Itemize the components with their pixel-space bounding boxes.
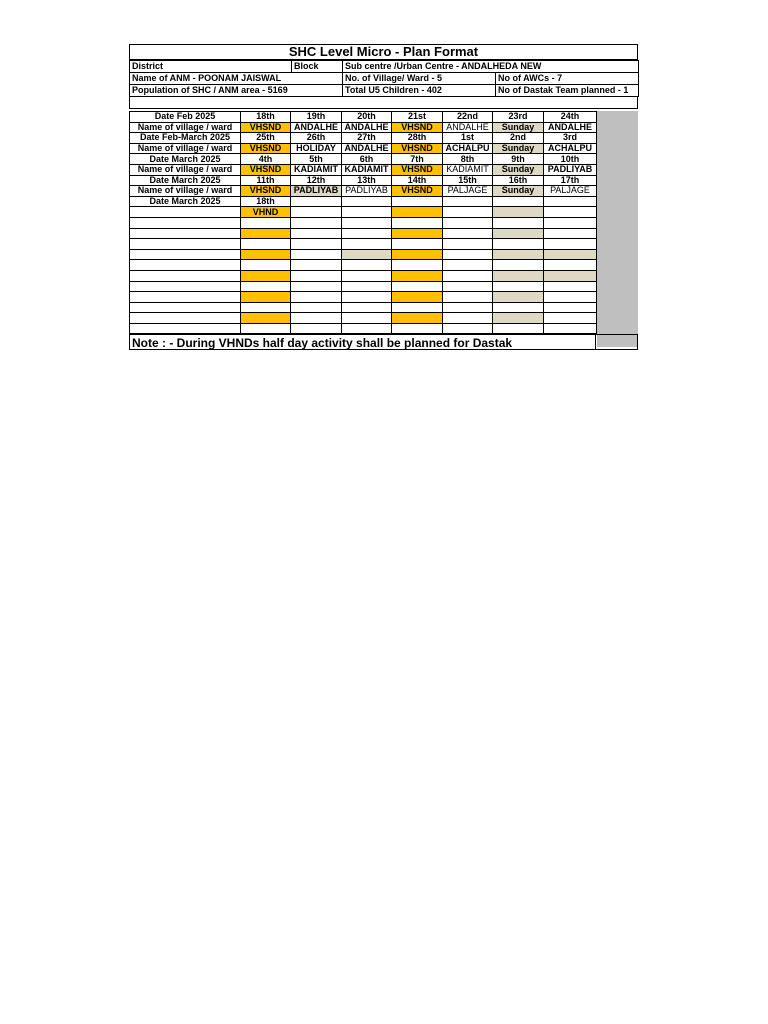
schedule-cell: ANDALHE [342, 143, 392, 154]
schedule-cell [493, 249, 544, 260]
schedule-cell [443, 249, 493, 260]
row-label-cell: Date Feb-March 2025 [130, 133, 241, 144]
schedule-cell [291, 207, 342, 218]
date-header-cell: 22nd [443, 112, 493, 123]
schedule-cell: PALJAGE [443, 186, 493, 197]
date-header-cell: 20th [342, 112, 392, 123]
schedule-cell: Sunday [493, 143, 544, 154]
schedule-cell: 26th [291, 133, 342, 144]
schedule-cell: ANDALHE [291, 122, 342, 133]
schedule-cell [241, 249, 291, 260]
district-cell: District [130, 61, 292, 73]
schedule-cell [291, 292, 342, 303]
schedule-cell: KADIAMIT [291, 164, 342, 175]
schedule-row [130, 281, 597, 292]
schedule-cell [342, 281, 392, 292]
schedule-cell [493, 196, 544, 207]
schedule-cell: VHSND [392, 143, 443, 154]
schedule-cell [544, 196, 597, 207]
schedule-cell: 3rd [544, 133, 597, 144]
schedule-cell [392, 302, 443, 313]
schedule-cell: 2nd [493, 133, 544, 144]
schedule-cell: PADLIYAB [291, 186, 342, 197]
schedule-cell: 16th [493, 175, 544, 186]
schedule-cell [241, 228, 291, 239]
row-label-cell [130, 217, 241, 228]
schedule-cell: PADLIYAB [342, 186, 392, 197]
population-cell: Population of SHC / ANM area - 5169 [130, 85, 343, 97]
anm-name-cell: Name of ANM - POONAM JAISWAL [130, 73, 343, 85]
children-cell: Total U5 Children - 402 [343, 85, 496, 97]
schedule-cell [291, 260, 342, 271]
schedule-cell [392, 313, 443, 324]
schedule-cell [544, 239, 597, 250]
schedule-cell: 4th [241, 154, 291, 165]
schedule-cell [342, 196, 392, 207]
schedule-cell [443, 217, 493, 228]
schedule-cell [392, 207, 443, 218]
schedule-row [130, 239, 597, 250]
schedule-cell [443, 196, 493, 207]
schedule-cell [392, 323, 443, 334]
schedule-cell [443, 260, 493, 271]
row-label-cell [130, 270, 241, 281]
schedule-row [130, 164, 597, 175]
schedule-cell [443, 228, 493, 239]
sheet-title: SHC Level Micro - Plan Format [129, 44, 638, 60]
row-label-cell [130, 239, 241, 250]
schedule-cell [392, 281, 443, 292]
schedule-cell [544, 228, 597, 239]
schedule-cell: ANDALHE [342, 122, 392, 133]
schedule-cell [493, 228, 544, 239]
schedule-cell [342, 239, 392, 250]
schedule-cell: KADIAMIT [443, 164, 493, 175]
schedule-cell [443, 239, 493, 250]
schedule-cell: VHND [241, 207, 291, 218]
schedule-cell: ACHALPU [544, 143, 597, 154]
schedule-cell: 25th [241, 133, 291, 144]
schedule-cell: 17th [544, 175, 597, 186]
row-label-cell: Date March 2025 [130, 154, 241, 165]
schedule-cell [291, 239, 342, 250]
schedule-cell [342, 260, 392, 271]
schedule-row [130, 122, 597, 133]
schedule-cell [544, 323, 597, 334]
schedule-cell [443, 292, 493, 303]
schedule-cell: 28th [392, 133, 443, 144]
date-header-cell: 24th [544, 112, 597, 123]
schedule-grid [129, 111, 638, 334]
plan-sheet [129, 44, 638, 350]
schedule-row [130, 302, 597, 313]
schedule-cell: ANDALHE [544, 122, 597, 133]
schedule-cell [342, 323, 392, 334]
schedule-cell [392, 292, 443, 303]
row-label-cell: Name of village / ward [130, 122, 241, 133]
dastak-teams-cell: No of Dastak Team planned - 1 [496, 85, 639, 97]
schedule-cell [241, 292, 291, 303]
schedule-cell: VHSND [241, 122, 291, 133]
schedule-row [130, 323, 597, 334]
grey-side-panel [597, 111, 638, 347]
schedule-row [130, 175, 597, 186]
schedule-cell [241, 260, 291, 271]
blank-spacer-row [129, 97, 638, 109]
schedule-cell [291, 196, 342, 207]
schedule-cell [342, 270, 392, 281]
schedule-cell [342, 292, 392, 303]
schedule-row [130, 196, 597, 207]
schedule-cell: 10th [544, 154, 597, 165]
schedule-row [130, 143, 597, 154]
date-header-cell: 23rd [493, 112, 544, 123]
schedule-cell [342, 302, 392, 313]
schedule-cell [443, 313, 493, 324]
schedule-table [129, 111, 597, 334]
row-label-cell [130, 281, 241, 292]
schedule-cell: 6th [342, 154, 392, 165]
schedule-cell [544, 270, 597, 281]
schedule-cell [544, 249, 597, 260]
schedule-cell: VHSND [241, 143, 291, 154]
schedule-cell [241, 281, 291, 292]
schedule-cell [291, 217, 342, 228]
dastak-note [129, 334, 638, 350]
schedule-row [130, 217, 597, 228]
schedule-cell [291, 270, 342, 281]
schedule-cell [392, 239, 443, 250]
schedule-cell: 27th [342, 133, 392, 144]
row-label-cell [130, 302, 241, 313]
schedule-cell [392, 270, 443, 281]
schedule-cell [241, 239, 291, 250]
row-label-cell [130, 260, 241, 271]
schedule-cell [443, 281, 493, 292]
row-label-cell [130, 292, 241, 303]
schedule-cell [544, 313, 597, 324]
sub-centre-cell: Sub centre /Urban Centre - ANDALHEDA NEW [343, 61, 639, 73]
schedule-cell [493, 313, 544, 324]
schedule-cell: 14th [392, 175, 443, 186]
row-label-cell: Date Feb 2025 [130, 112, 241, 123]
schedule-cell: 1st [443, 133, 493, 144]
schedule-cell [342, 217, 392, 228]
schedule-cell [493, 217, 544, 228]
schedule-cell [392, 228, 443, 239]
schedule-cell: VHSND [241, 164, 291, 175]
row-label-cell: Date March 2025 [130, 175, 241, 186]
date-header-cell: 21st [392, 112, 443, 123]
schedule-cell [493, 207, 544, 218]
schedule-cell: Sunday [493, 122, 544, 133]
schedule-row [130, 207, 597, 218]
schedule-cell: VHSND [241, 186, 291, 197]
schedule-cell [241, 302, 291, 313]
schedule-cell [291, 323, 342, 334]
schedule-cell [493, 260, 544, 271]
row-label-cell [130, 313, 241, 324]
schedule-cell [291, 281, 342, 292]
schedule-cell: 11th [241, 175, 291, 186]
schedule-cell [443, 207, 493, 218]
schedule-row [130, 133, 597, 144]
schedule-cell [493, 323, 544, 334]
schedule-cell [342, 249, 392, 260]
schedule-cell: VHSND [392, 164, 443, 175]
schedule-cell: Sunday [493, 164, 544, 175]
schedule-cell [241, 217, 291, 228]
schedule-cell [443, 270, 493, 281]
schedule-cell: 5th [291, 154, 342, 165]
schedule-cell [544, 292, 597, 303]
schedule-cell [241, 313, 291, 324]
schedule-cell [291, 313, 342, 324]
schedule-cell [544, 217, 597, 228]
schedule-cell: VHSND [392, 122, 443, 133]
schedule-cell [493, 270, 544, 281]
schedule-cell [291, 302, 342, 313]
awcs-cell: No of AWCs - 7 [496, 73, 639, 85]
schedule-cell [493, 281, 544, 292]
schedule-cell [544, 207, 597, 218]
schedule-row [130, 270, 597, 281]
schedule-cell: 12th [291, 175, 342, 186]
row-label-cell: Name of village / ward [130, 164, 241, 175]
schedule-cell [241, 323, 291, 334]
schedule-cell: VHSND [392, 186, 443, 197]
row-label-cell [130, 228, 241, 239]
block-cell: Block [292, 61, 343, 73]
schedule-cell: 8th [443, 154, 493, 165]
schedule-row [130, 313, 597, 324]
schedule-cell: PALJAGE [544, 186, 597, 197]
row-label-cell: Name of village / ward [130, 186, 241, 197]
info-table [129, 60, 639, 97]
note-text: Note : - During VHNDs half day activity shall be planned for Dastak [132, 336, 513, 351]
schedule-cell [544, 302, 597, 313]
schedule-cell [493, 239, 544, 250]
row-label-cell [130, 207, 241, 218]
schedule-cell: 13th [342, 175, 392, 186]
header-row [130, 112, 597, 123]
schedule-cell [241, 270, 291, 281]
schedule-cell [392, 196, 443, 207]
villages-cell: No. of Village/ Ward - 5 [343, 73, 496, 85]
schedule-cell: PADLIYAB [544, 164, 597, 175]
schedule-cell [443, 323, 493, 334]
schedule-row [130, 249, 597, 260]
schedule-cell [392, 260, 443, 271]
schedule-cell [544, 260, 597, 271]
schedule-cell [291, 228, 342, 239]
row-label-cell [130, 323, 241, 334]
note-divider [595, 335, 596, 349]
schedule-row [130, 186, 597, 197]
schedule-cell [342, 228, 392, 239]
schedule-cell: ACHALPU [443, 143, 493, 154]
schedule-cell: KADIAMIT [342, 164, 392, 175]
schedule-cell [493, 292, 544, 303]
schedule-row [130, 292, 597, 303]
schedule-cell [392, 217, 443, 228]
row-label-cell: Name of village / ward [130, 143, 241, 154]
schedule-cell: 15th [443, 175, 493, 186]
schedule-cell: HOLIDAY [291, 143, 342, 154]
date-header-cell: 18th [241, 112, 291, 123]
schedule-row [130, 260, 597, 271]
schedule-cell [291, 249, 342, 260]
schedule-cell: Sunday [493, 186, 544, 197]
date-header-cell: 19th [291, 112, 342, 123]
schedule-row [130, 228, 597, 239]
row-label-cell: Date March 2025 [130, 196, 241, 207]
schedule-cell [342, 207, 392, 218]
schedule-cell: 9th [493, 154, 544, 165]
schedule-cell [544, 281, 597, 292]
row-label-cell [130, 249, 241, 260]
schedule-cell [493, 302, 544, 313]
schedule-cell [443, 302, 493, 313]
schedule-cell: ANDALHE [443, 122, 493, 133]
schedule-cell: 7th [392, 154, 443, 165]
schedule-cell [392, 249, 443, 260]
schedule-cell [342, 313, 392, 324]
schedule-cell: 18th [241, 196, 291, 207]
schedule-row [130, 154, 597, 165]
